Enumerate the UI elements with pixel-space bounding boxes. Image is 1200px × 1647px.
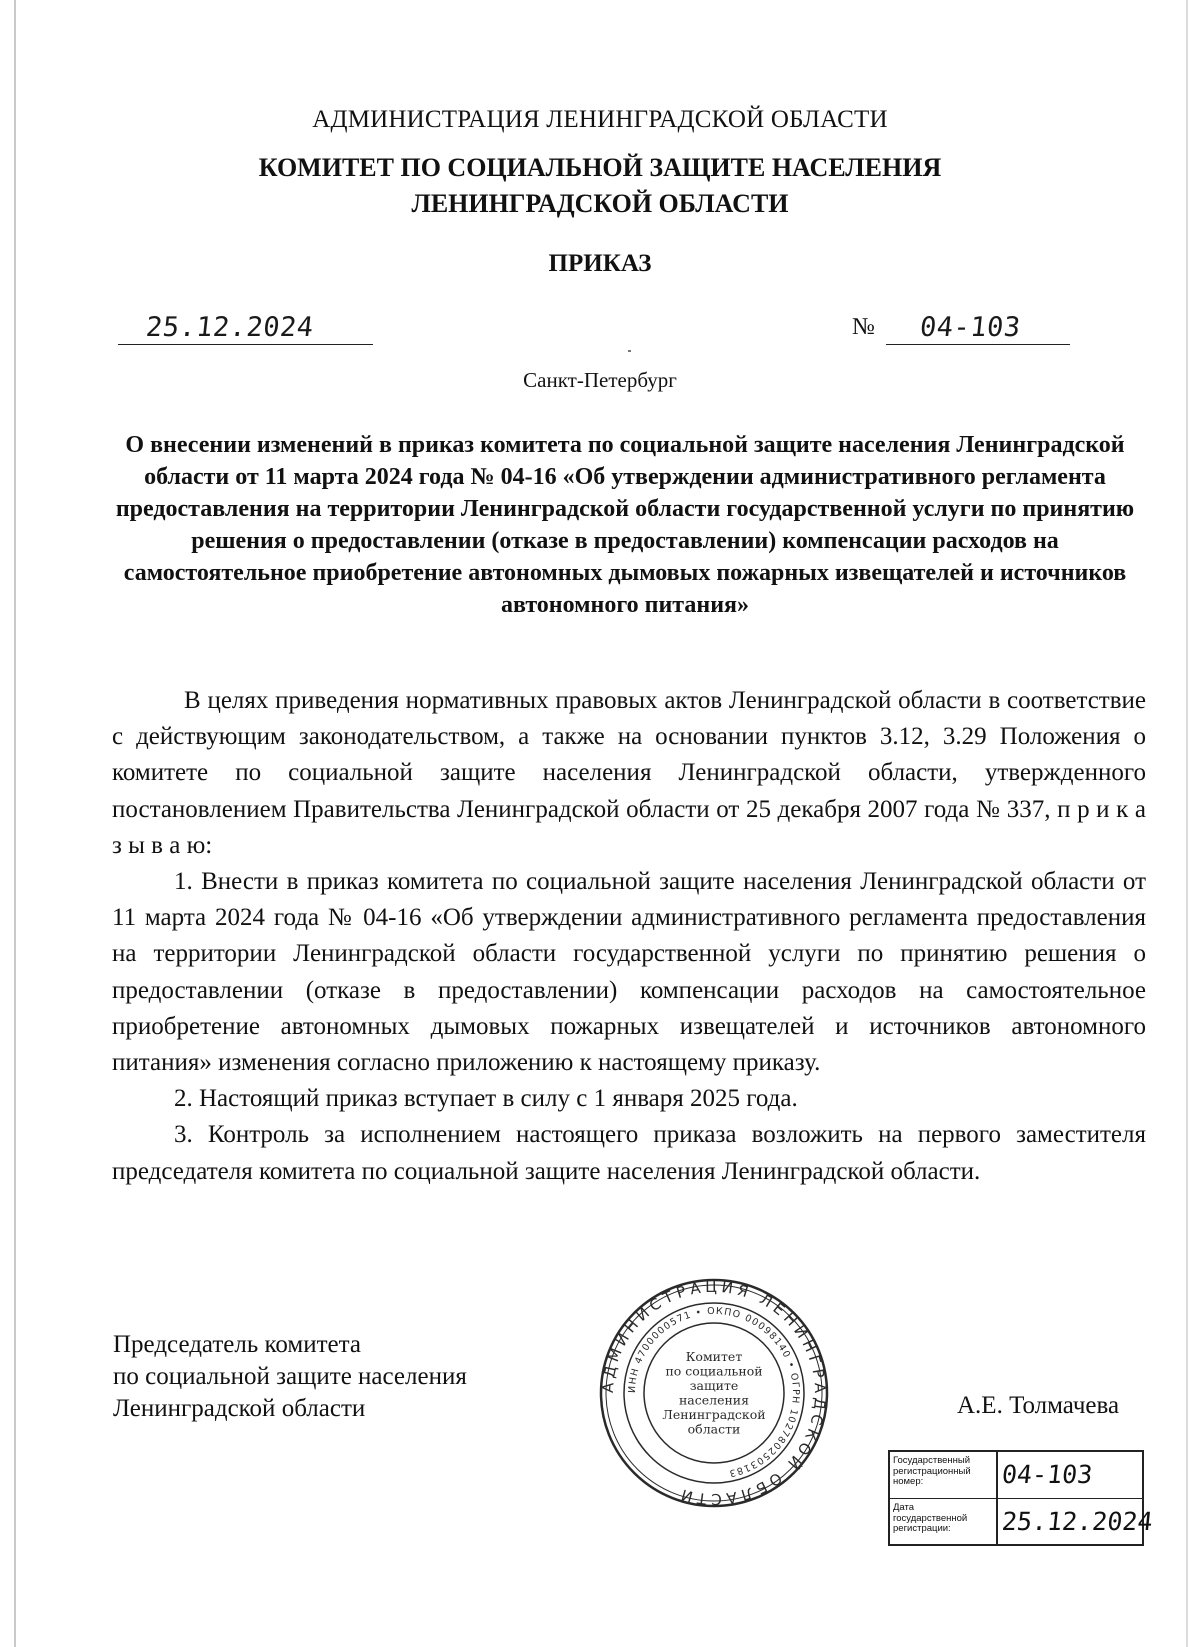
committee-header-line1: КОМИТЕТ ПО СОЦИАЛЬНОЙ ЗАЩИТЕ НАСЕЛЕНИЯ: [258, 153, 942, 182]
registration-number-row: [890, 1452, 1142, 1499]
seal-center-line: Ленинградской: [662, 1406, 766, 1422]
signatory-position-line2: по социальной защите населения: [113, 1363, 467, 1390]
registration-date-row: [890, 1499, 1155, 1545]
document-type: ПРИКАЗ: [548, 250, 652, 277]
order-item-1: 1. Внести в приказ комитета по социальной защите населения Ленинградской области от 11 марта 2024 года № 04-16 «Об утверждении административного регламента предоставления на территории Ленинградской области государственной услуги по принятию решения о предоставлении (отказе в предоставлении) компенсации расходов на самостоятельное приобретение автономных дымовых пожарных извещателей и источников автономного питания» изменения согласно приложению к настоящему приказу.: [112, 868, 1146, 1077]
administration-header: АДМИНИСТРАЦИЯ ЛЕНИНГРАДСКОЙ ОБЛАСТИ: [312, 106, 888, 133]
seal-outer-text: АДМИНИСТРАЦИЯ ЛЕНИНГРАДСКОЙ ОБЛАСТИ: [598, 1277, 830, 1509]
scan-edge-left: [14, 0, 16, 1647]
signatory-position: [113, 1329, 467, 1425]
signatory-position-line3: Ленинградской области: [113, 1395, 366, 1422]
seal-center-line: области: [687, 1421, 741, 1437]
registration-box: [888, 1450, 1155, 1546]
registration-date-label: Дата государственной регистрации:: [893, 1502, 968, 1534]
scan-edge-right: [1186, 0, 1188, 1647]
seal-center-line: по социальной: [665, 1363, 763, 1379]
committee-header-line2: ЛЕНИНГРАДСКОЙ ОБЛАСТИ: [411, 189, 789, 218]
order-item-2: 2. Настоящий приказ вступает в силу с 1 января 2025 года.: [174, 1085, 798, 1113]
registration-date-value: 25.12.2024: [1000, 1507, 1155, 1536]
seal-center-line: населения: [678, 1392, 750, 1408]
order-title: О внесении изменений в приказ комитета по социальной защите населения Ленинградской области от 11 марта 2024 года № 04-16 «Об утверждении административного регламента предоставления на территории Ленинградской области государственной услуги по принятию решения о предоставлении (отказе в предоставлении) компенсации расходов на самостоятельное приобретение автономных дымовых пожарных извещателей и источников автономного питания»: [115, 432, 1135, 618]
order-number-field: [886, 312, 1070, 345]
official-seal: [598, 1277, 830, 1509]
order-item-3: 3. Контроль за исполнением настоящего приказа возложить на первого заместителя председателя комитета по социальной защите населения Ленинградской области.: [112, 1121, 1146, 1185]
seal-center-line: защите: [689, 1377, 739, 1393]
order-city: Санкт-Петербург: [523, 368, 677, 392]
order-preamble: В целях приведения нормативных правовых актов Ленинградской области в соответствие с действующим законодательством, а также на основании пунктов 3.12, 3.29 Положения о комитете по социальной защите населения Ленинградской области, утвержденного постановлением Правительства Ленинградской области от 25 декабря 2007 года № 337, п р и к а з ы в а ю:: [112, 687, 1146, 859]
signatory-name: А.Е. Толмачева: [957, 1392, 1120, 1419]
committee-header: [0, 150, 1200, 222]
scan-speck: [628, 350, 631, 352]
order-date-field: [118, 312, 373, 345]
registration-number-value: 04-103: [1000, 1460, 1094, 1489]
order-number-label: №: [852, 314, 875, 340]
signatory-position-line1: Председатель комитета: [113, 1331, 361, 1358]
order-number-handwritten: 04-103: [918, 312, 1023, 343]
order-date-handwritten: 25.12.2024: [144, 312, 316, 343]
seal-center-text: [662, 1349, 765, 1437]
seal-inner-text: ИНН 4700000571 • ОКПО 00098140 • ОГРН 1027802503183: [626, 1305, 802, 1479]
order-body: [112, 683, 1146, 1190]
registration-number-label: Государственный регистрационный номер:: [893, 1455, 971, 1487]
seal-center-line: Комитет: [685, 1348, 743, 1364]
